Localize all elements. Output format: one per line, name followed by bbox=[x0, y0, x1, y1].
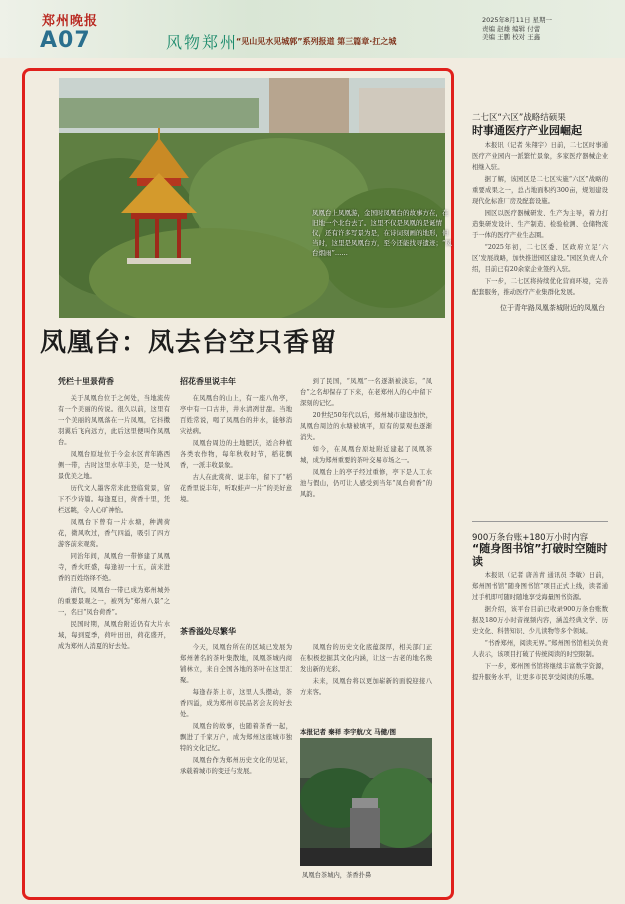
right-story1-kicker: 二七区“六区”战略结硕果 bbox=[472, 113, 566, 123]
article-column-2 bbox=[180, 393, 292, 623]
right-story2-body bbox=[472, 570, 608, 897]
paragraph: 在凤凰台的山上，有一座八角亭，亭中有一口古井，井水清冽甘甜。当地百姓常说，喝了凤凰台的井水，能够消灾祛病。 bbox=[180, 395, 292, 435]
article-column-4 bbox=[180, 642, 292, 896]
paragraph: 凤凰台作为郑州历史文化的见证，承载着城市的变迁与发展。 bbox=[180, 757, 292, 775]
article-column-1 bbox=[58, 393, 170, 896]
article-column-3 bbox=[300, 376, 432, 624]
date-line: 2025年8月11日 星期一 bbox=[482, 16, 553, 24]
paragraph: 凤凰台的历史文化底蕴深厚，相关部门正在积极挖掘其文化内涵，让这一古老的地名焕发出新的光彩。 bbox=[300, 644, 432, 673]
paragraph: 园区以医疗器械研发、生产为主导，着力打造集研发设计、生产制造、检验检测、仓储物流于一体的医疗产业生态圈。 bbox=[472, 210, 608, 239]
paragraph: 今天，凤凰台所在的区域已发展为郑州著名的茶叶集散地，凤凰茶城内商铺林立，来自全国各地的茶叶在这里汇聚。 bbox=[180, 644, 292, 684]
byline-credit: 本报记者 秦祥 李宇航/文 马健/图 bbox=[300, 728, 397, 736]
paragraph: 本报讯（记者 唐善青 通讯员 李敏）日前，郑州图书馆“随身图书馆”项目正式上线，读者通过手机即可随时随地享受海量图书资源。 bbox=[472, 572, 608, 601]
subhead-1: 凭栏十里景荷香 bbox=[58, 377, 114, 386]
paragraph: “书香郑州，阅读无界。”郑州图书馆相关负责人表示，该项目打破了传统阅读的时空限制。 bbox=[472, 640, 608, 658]
paragraph: 清代，凤凰台一带已成为郑州城外的重要景观之一，被列为“郑州八景”之一，名曰“凤台荷香”。 bbox=[58, 587, 170, 616]
paragraph: 未来，凤凰台将以更加崭新的面貌迎接八方来客。 bbox=[300, 678, 432, 696]
paragraph: 本报讯（记者 朱翔宇）日前，二七区时事通医疗产业园内一派繁忙景象，多家医疗器械企业相继入驻。 bbox=[472, 142, 608, 171]
paper-logo: 郑州晚报 bbox=[42, 14, 99, 29]
hero-caption: 位于青年路凤凰茶城附近的凤凰台 bbox=[500, 304, 605, 312]
column-title: 风物郑州 bbox=[166, 33, 239, 52]
paragraph: 下一步，郑州图书馆将继续丰富数字资源，提升服务水平，让更多市民享受阅读的乐趣。 bbox=[472, 663, 608, 681]
subhead-2: 招花香里说丰年 bbox=[180, 377, 236, 386]
right-story2-kicker: 900万条台账+180万小时内容 bbox=[472, 533, 589, 543]
paragraph: 民国时期，凤凰台附近仍有大片水域，每到夏季，荷叶田田，荷花盛开，成为郑州人消夏的好去处。 bbox=[58, 621, 170, 650]
page-number: A07 bbox=[40, 28, 91, 53]
pavilion-scene-illustration bbox=[59, 78, 445, 318]
paragraph: 同治年间，凤凰台一带修建了凤凰寺，香火旺盛，每逢初一十五，前来进香的百姓络绎不绝。 bbox=[58, 553, 170, 582]
right-story1-title: 时事通医疗产业园崛起 bbox=[472, 124, 582, 137]
paragraph: 每逢春茶上市，这里人头攒动，茶香四溢，成为郑州市民品茗会友的好去处。 bbox=[180, 689, 292, 718]
paragraph: 历代文人墨客常来此登临赏景，留下不少诗篇。每逢夏日，荷香十里，凭栏远眺，令人心旷神怡。 bbox=[58, 485, 170, 514]
tea-market-illustration bbox=[300, 738, 432, 866]
paragraph: 20世纪50年代以后，郑州城市建设加快，凤凰台周边的水塘被填平，原有的景观也逐渐消失。 bbox=[300, 412, 432, 441]
paragraph: 到了民国，“凤凰”一名逐渐被淡忘，“凤台”之名却保存了下来，在老郑州人的心中留下深刻的记忆。 bbox=[300, 378, 432, 407]
paragraph: 凤凰台的故事，也随着茶香一起，飘进了千家万户，成为郑州这座城市独特的文化记忆。 bbox=[180, 723, 292, 752]
tea-market-photo bbox=[300, 738, 432, 866]
paragraph: 凤凰台周边的土地肥沃，适合种植各类农作物，每年秋收时节，稻花飘香，一派丰收景象。 bbox=[180, 440, 292, 469]
paragraph: 凤凰台上的亭子经过重修，亭下是人工水池与假山，仍可让人感受到当年“凤台荷香”的风韵。 bbox=[300, 469, 432, 498]
paragraph: 凤凰台下曾有一片水塘，种满荷花，微风吹过，香气四溢，吸引了四方游客前来观赏。 bbox=[58, 519, 170, 548]
hero-photo bbox=[59, 78, 445, 318]
article-column-5 bbox=[300, 642, 432, 724]
paragraph: 据介绍，该平台目前已收录900万条台账数据及180万小时音视频内容，涵盖经典文学、历史文化、科普知识、少儿读物等多个领域。 bbox=[472, 606, 608, 635]
date-block bbox=[482, 16, 612, 42]
paragraph: 凤凰台原址位于今金水区青年路西侧一带，古时这里水草丰美，是一处风景优美之地。 bbox=[58, 451, 170, 480]
tea-photo-caption: 凤凰台茶城内，茶香扑鼻 bbox=[302, 872, 372, 879]
subhead-3: 茶香溢处尽繁华 bbox=[180, 627, 236, 636]
story-divider bbox=[472, 521, 608, 522]
hero-overlay-text: 凤凰台上凤凰游，金国时凤凰台的故事方在，在旧地一个北台去了。这里不仅是凤凰的是诞情仪，还有许多写景为是，在诗词刻画的地形，但当时，这里是凤凰台方，至今还能找寻遗迹；“凤台烟雨”…… bbox=[312, 209, 452, 257]
paragraph: 据了解，该园区是二七区实施“六区”战略的重要成果之一，总占地面积约300亩，规划建设现代化标准厂房及配套设施。 bbox=[472, 176, 608, 205]
paragraph: “2025年初，二七区委、区政府立足‘六区’发展战略，加快推进园区建设。”园区负责人介绍，目前已有20余家企业签约入驻。 bbox=[472, 244, 608, 273]
series-label: “见山见水见城郭”系列报道 第三篇章·扛之城 bbox=[236, 37, 397, 46]
editor-line: 责编 赵雄 编辑 付蕾 bbox=[482, 24, 541, 33]
right-story1-body bbox=[472, 140, 608, 517]
paragraph: 如今，在凤凰台原址附近建起了凤凰茶城，成为郑州重要的茶叶交易市场之一。 bbox=[300, 446, 432, 464]
paragraph: 关于凤凰台位于之何处，当地流传有一个美丽的传说。很久以前，这里有一个美丽的凤凰落在一片凤凰，它抖擞羽翼后飞向远方，此后这里便叫作凤凰台。 bbox=[58, 395, 170, 446]
article-headline: 凤凰台：凤去台空只香留 bbox=[40, 328, 338, 358]
right-story2-title: “随身图书馆”打破时空随时读 bbox=[472, 542, 608, 568]
paragraph: 下一步，二七区将持续优化营商环境，完善配套服务，推动医疗产业集群化发展。 bbox=[472, 278, 608, 296]
paragraph: 古人在此赏荷、说丰年，留下了“稻花香里说丰年，听取蛙声一片”的美好意境。 bbox=[180, 474, 292, 503]
designer-line: 美编 王鹏 校对 王鑫 bbox=[482, 33, 541, 41]
